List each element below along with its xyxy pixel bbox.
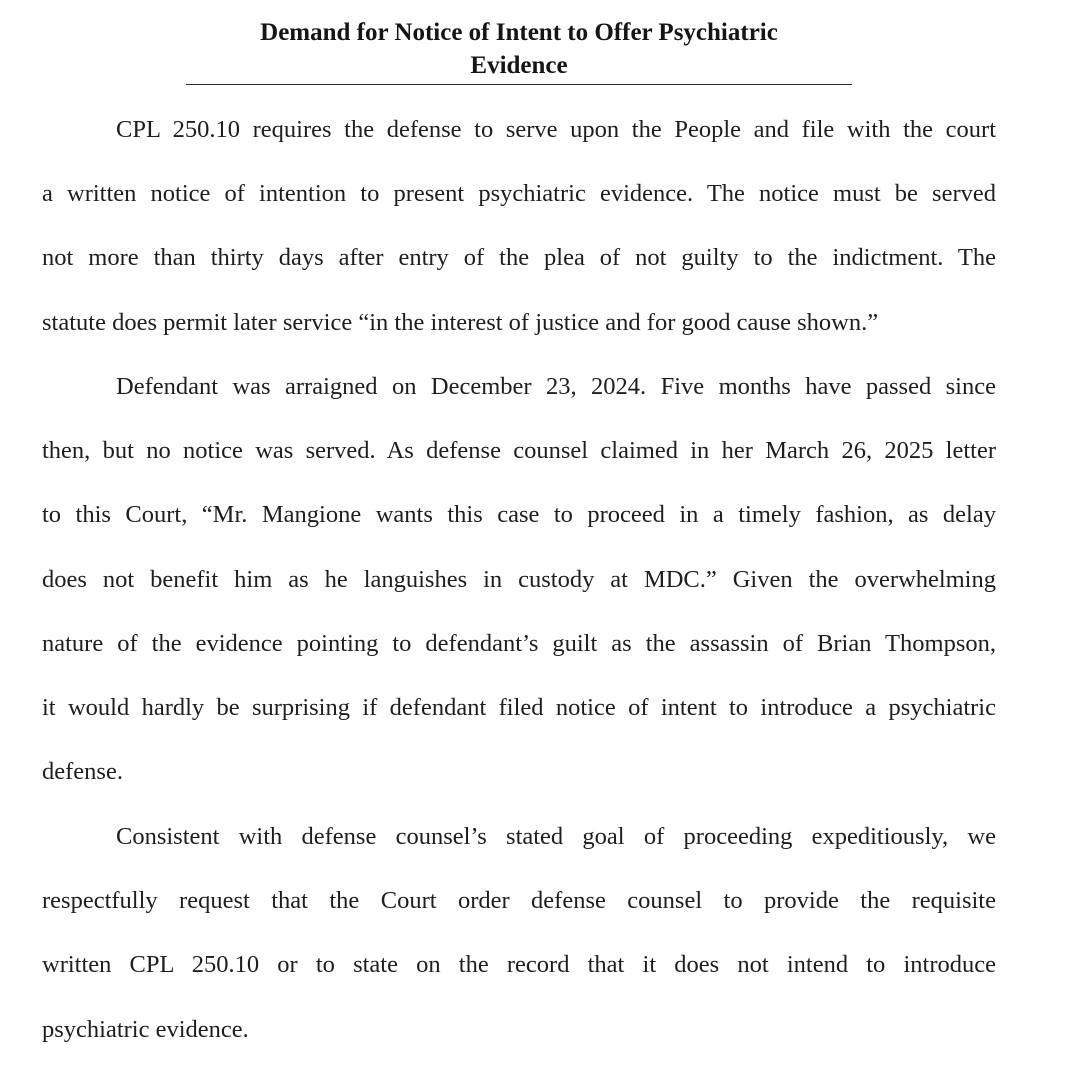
paragraph-line: defense. — [42, 758, 123, 786]
paragraph-arraignment — [42, 355, 996, 804]
paragraph-line: Consistent with defense counsel’s stated goal of proceeding expeditiously, we — [116, 823, 996, 850]
heading-line-1: Demand for Notice of Intent to Offer Psychiatric — [260, 19, 778, 46]
paragraph-request — [42, 805, 996, 1062]
heading-underline — [186, 84, 852, 85]
heading-line-2: Evidence — [470, 52, 568, 79]
paragraph-line: respectfully request that the Court order defense counsel to provide the requisite — [42, 887, 996, 915]
paragraph-line: then, but no notice was served. As defense counsel claimed in her March 26, 2025 letter — [42, 437, 996, 465]
paragraph-line: does not benefit him as he languishes in custody at MDC.” Given the overwhelming — [42, 565, 996, 593]
document-heading — [186, 16, 852, 82]
paragraph-line: not more than thirty days after entry of the plea of not guilty to the indictment. The — [42, 244, 996, 272]
paragraph-line: to this Court, “Mr. Mangione wants this case to proceed in a timely fashion, as delay — [42, 501, 996, 529]
paragraph-line: a written notice of intention to present psychiatric evidence. The notice must be served — [42, 180, 996, 208]
paragraph-line: nature of the evidence pointing to defendant’s guilt as the assassin of Brian Thompson, — [42, 629, 996, 657]
paragraph-line: statute does permit later service “in the interest of justice and for good cause shown.” — [42, 308, 879, 336]
paragraph-line: Defendant was arraigned on December 23, 2024. Five months have passed since — [116, 373, 996, 400]
paragraph-line: CPL 250.10 requires the defense to serve upon the People and file with the court — [116, 116, 996, 143]
paragraph-cpl-requirement — [42, 98, 996, 355]
paragraph-line: psychiatric evidence. — [42, 1015, 249, 1043]
paragraph-line: it would hardly be surprising if defendant filed notice of intent to introduce a psychiatric — [42, 694, 996, 722]
paragraph-line: written CPL 250.10 or to state on the record that it does not intend to introduce — [42, 951, 996, 979]
